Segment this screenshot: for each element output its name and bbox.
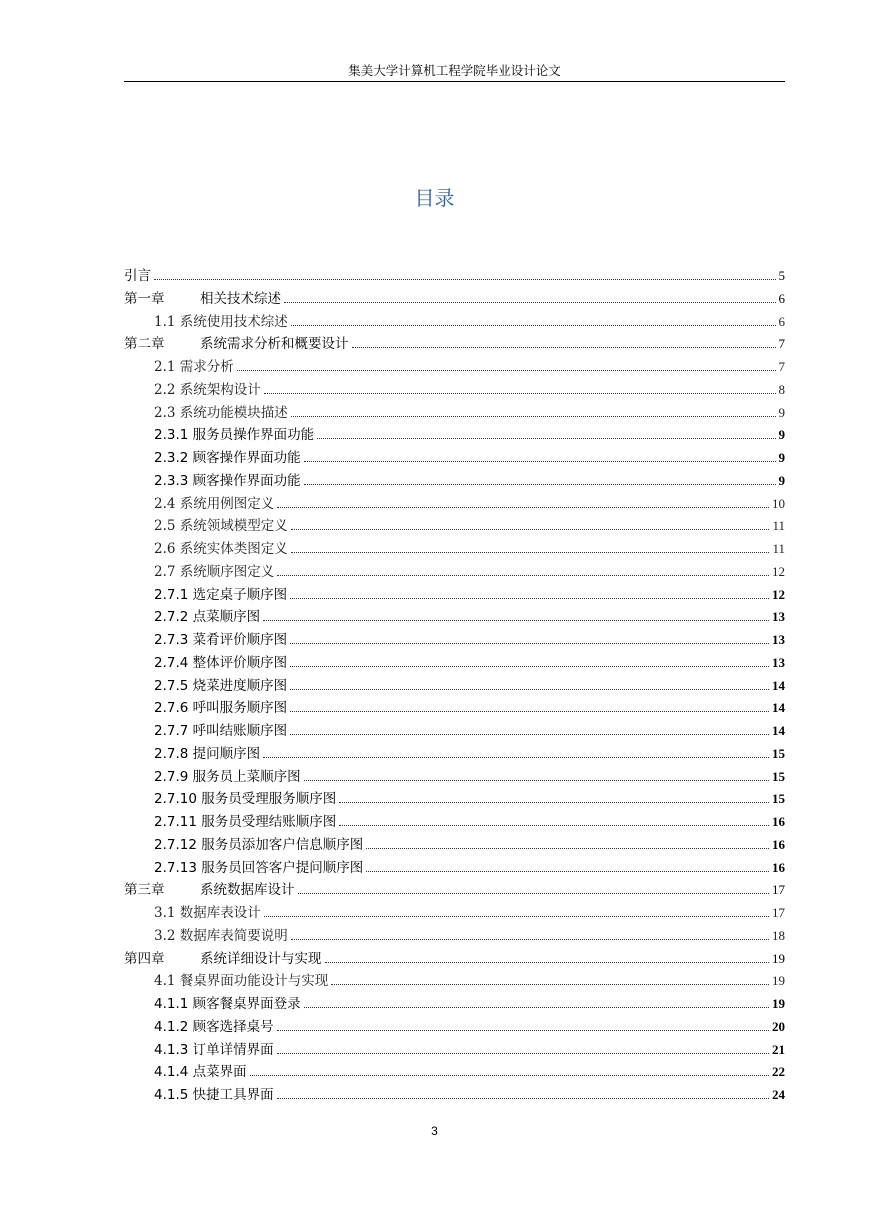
toc-page-number: 12 <box>772 564 785 579</box>
toc-leader-dots <box>264 392 776 394</box>
toc-leader-dots <box>277 574 769 576</box>
toc-leader-dots <box>291 528 770 530</box>
toc-entry[interactable] <box>124 355 785 375</box>
toc-entry[interactable] <box>124 1083 785 1103</box>
toc-page-number: 19 <box>772 996 785 1011</box>
toc-leader-dots <box>291 551 770 553</box>
toc-leader-dots <box>263 619 769 621</box>
toc-entry-text: 2.7.4 整体评价顺序图 <box>154 655 288 671</box>
toc-leader-dots <box>277 506 769 508</box>
toc-entry-text: 2.7.7 呼叫结账顺序图 <box>154 723 288 739</box>
toc-leader-dots <box>298 892 770 894</box>
toc-leader-dots <box>277 1029 769 1031</box>
toc-entry[interactable] <box>124 1060 785 1080</box>
toc-entry[interactable] <box>124 469 785 489</box>
toc-leader-dots <box>250 1074 769 1076</box>
toc-page-number: 13 <box>772 632 785 647</box>
toc-entry[interactable] <box>124 264 785 284</box>
toc-entry-text: 2.7.11 服务员受理结账顺序图 <box>154 814 337 830</box>
toc-entry[interactable] <box>124 583 785 603</box>
toc-entry-text: 2.3 系统功能模块描述 <box>154 405 288 421</box>
toc-page-number: 9 <box>778 450 785 465</box>
toc-entry[interactable] <box>124 287 785 307</box>
toc-page-number: 9 <box>778 405 785 420</box>
toc-entry-text: 2.2 系统架构设计 <box>154 382 261 398</box>
toc-entry-text: 2.7.13 服务员回答客户提问顺序图 <box>154 860 364 876</box>
toc-leader-dots <box>325 961 770 963</box>
toc-leader-dots <box>366 870 769 872</box>
toc-entry-text: 2.7.10 服务员受理服务顺序图 <box>154 791 337 807</box>
toc-entry[interactable] <box>124 332 785 352</box>
toc-entry-text: 4.1.4 点菜界面 <box>154 1064 247 1080</box>
toc-leader-dots <box>263 756 769 758</box>
toc-entry[interactable] <box>124 719 785 739</box>
toc-page-number: 5 <box>778 268 785 283</box>
toc-entry-text: 相关技术综述 <box>200 291 281 307</box>
toc-entry-text: 2.7.8 提问顺序图 <box>154 746 261 762</box>
toc-page-number: 9 <box>778 473 785 488</box>
toc-entry-text: 系统需求分析和概要设计 <box>200 336 349 352</box>
toc-entry-text: 引言 <box>124 268 151 284</box>
toc-leader-dots <box>339 824 769 826</box>
toc-page-number: 7 <box>778 336 785 351</box>
toc-entry-text: 2.7.1 选定桌子顺序图 <box>154 587 288 603</box>
toc-chapter-label: 第一章 <box>124 291 165 307</box>
toc-page-number: 14 <box>772 723 785 738</box>
toc-entry[interactable] <box>124 628 785 648</box>
toc-entry-text: 系统数据库设计 <box>200 882 295 898</box>
toc-entry-text: 4.1.5 快捷工具界面 <box>154 1087 274 1103</box>
toc-page-number: 15 <box>772 791 785 806</box>
toc-leader-dots <box>277 1052 769 1054</box>
toc-page-number: 11 <box>772 541 785 556</box>
toc-entry[interactable] <box>124 924 785 944</box>
toc-chapter-label: 第二章 <box>124 336 165 352</box>
toc-entry[interactable] <box>124 605 785 625</box>
toc-leader-dots <box>304 779 769 781</box>
toc-entry-text: 1.1 系统使用技术综述 <box>154 314 288 330</box>
toc-title: 目录 <box>414 186 455 210</box>
toc-leader-dots <box>304 1006 769 1008</box>
toc-entry[interactable] <box>124 560 785 580</box>
toc-entry[interactable] <box>124 378 785 398</box>
toc-leader-dots <box>290 733 769 735</box>
toc-leader-dots <box>277 1097 769 1099</box>
toc-page-number: 14 <box>772 678 785 693</box>
toc-entry[interactable] <box>124 742 785 762</box>
toc-entry-text: 2.7.6 呼叫服务顺序图 <box>154 700 288 716</box>
toc-entry-text: 2.7.2 点菜顺序图 <box>154 609 261 625</box>
toc-entry-text: 2.3.1 服务员操作界面功能 <box>154 427 315 443</box>
toc-entry[interactable] <box>124 787 785 807</box>
toc-page-number: 15 <box>772 769 785 784</box>
toc-page-number: 6 <box>778 314 785 329</box>
toc-entry-text: 2.7.3 菜肴评价顺序图 <box>154 632 288 648</box>
toc-page-number: 12 <box>772 587 785 602</box>
toc-leader-dots <box>352 346 776 348</box>
toc-entry[interactable] <box>124 833 785 853</box>
toc-entry-text: 4.1.3 订单详情界面 <box>154 1042 274 1058</box>
toc-page-number: 16 <box>772 837 785 852</box>
toc-entry-text: 2.7 系统顺序图定义 <box>154 564 275 580</box>
toc-entry[interactable] <box>124 674 785 694</box>
toc-leader-dots <box>154 278 776 280</box>
toc-page-number: 15 <box>772 746 785 761</box>
toc-page-number: 20 <box>772 1019 785 1034</box>
toc-leader-dots <box>366 847 769 849</box>
toc-entry-text: 2.5 系统领域模型定义 <box>154 518 288 534</box>
toc-leader-dots <box>290 665 769 667</box>
toc-entry-text: 3.2 数据库表简要说明 <box>154 928 288 944</box>
toc-entry-text: 2.7.12 服务员添加客户信息顺序图 <box>154 837 364 853</box>
toc-entry-text: 2.3.3 顾客操作界面功能 <box>154 473 301 489</box>
toc-leader-dots <box>264 915 769 917</box>
toc-page-number: 17 <box>772 905 785 920</box>
toc-page-number: 24 <box>772 1087 785 1102</box>
toc-entry[interactable] <box>124 901 785 921</box>
toc-page-number: 21 <box>772 1042 785 1057</box>
toc-page-number: 9 <box>778 427 785 442</box>
toc-page-number: 8 <box>778 382 785 397</box>
toc-entry-text: 2.7.5 烧菜进度顺序图 <box>154 678 288 694</box>
toc-entry[interactable] <box>124 696 785 716</box>
toc-entry[interactable] <box>124 856 785 876</box>
toc-leader-dots <box>290 710 769 712</box>
toc-page-number: 14 <box>772 700 785 715</box>
toc-chapter-label: 第四章 <box>124 951 165 967</box>
toc-leader-dots <box>290 597 769 599</box>
toc-page-number: 19 <box>772 951 785 966</box>
toc-entry-text: 系统详细设计与实现 <box>200 951 322 967</box>
toc-entry[interactable] <box>124 947 785 967</box>
toc-page-number: 19 <box>772 973 785 988</box>
toc-chapter-label: 第三章 <box>124 882 165 898</box>
toc-entry[interactable] <box>124 514 785 534</box>
toc-page-number: 7 <box>778 359 785 374</box>
toc-leader-dots <box>291 938 769 940</box>
toc-leader-dots <box>331 983 769 985</box>
toc-page-number: 17 <box>772 882 785 897</box>
toc-entry-text: 4.1.2 顾客选择桌号 <box>154 1019 274 1035</box>
toc-entry[interactable] <box>124 537 785 557</box>
toc-entry[interactable] <box>124 401 785 421</box>
toc-leader-dots <box>290 642 769 644</box>
toc-page-number: 22 <box>772 1064 785 1079</box>
toc-entry[interactable] <box>124 878 785 898</box>
toc-entry[interactable] <box>124 310 785 330</box>
toc-page-number: 18 <box>772 928 785 943</box>
toc-leader-dots <box>291 324 776 326</box>
toc-entry-text: 4.1.1 顾客餐桌界面登录 <box>154 996 301 1012</box>
page-header: 集美大学计算机工程学院毕业设计论文 <box>124 62 785 82</box>
toc-leader-dots <box>291 415 776 417</box>
toc-page-number: 13 <box>772 609 785 624</box>
page-number: 3 <box>431 1124 438 1138</box>
toc-entry-text: 2.3.2 顾客操作界面功能 <box>154 450 301 466</box>
toc-leader-dots <box>284 301 776 303</box>
toc-entry-text: 2.4 系统用例图定义 <box>154 496 275 512</box>
toc-leader-dots <box>317 437 775 439</box>
toc-entry[interactable] <box>124 1038 785 1058</box>
toc-entry[interactable] <box>124 423 785 443</box>
toc-entry[interactable] <box>124 1015 785 1035</box>
toc-leader-dots <box>339 801 769 803</box>
toc-entry[interactable] <box>124 992 785 1012</box>
toc-entry[interactable] <box>124 651 785 671</box>
toc-entry-text: 2.6 系统实体类图定义 <box>154 541 288 557</box>
toc-entry[interactable] <box>124 765 785 785</box>
toc-page-number: 6 <box>778 291 785 306</box>
toc-page-number: 10 <box>772 496 785 511</box>
toc-entry[interactable] <box>124 810 785 830</box>
toc-page-number: 11 <box>772 518 785 533</box>
toc-page-number: 16 <box>772 860 785 875</box>
toc-leader-dots <box>304 460 776 462</box>
toc-leader-dots <box>304 483 776 485</box>
toc-entry-text: 2.7.9 服务员上菜顺序图 <box>154 769 301 785</box>
toc-entry[interactable] <box>124 969 785 989</box>
toc-entry[interactable] <box>124 492 785 512</box>
toc-page-number: 16 <box>772 814 785 829</box>
toc-entry-text: 3.1 数据库表设计 <box>154 905 261 921</box>
toc-leader-dots <box>237 369 776 371</box>
toc-page-number: 13 <box>772 655 785 670</box>
toc-entry-text: 4.1 餐桌界面功能设计与实现 <box>154 973 329 989</box>
toc-entry[interactable] <box>124 446 785 466</box>
toc-leader-dots <box>290 688 769 690</box>
toc-entry-text: 2.1 需求分析 <box>154 359 234 375</box>
